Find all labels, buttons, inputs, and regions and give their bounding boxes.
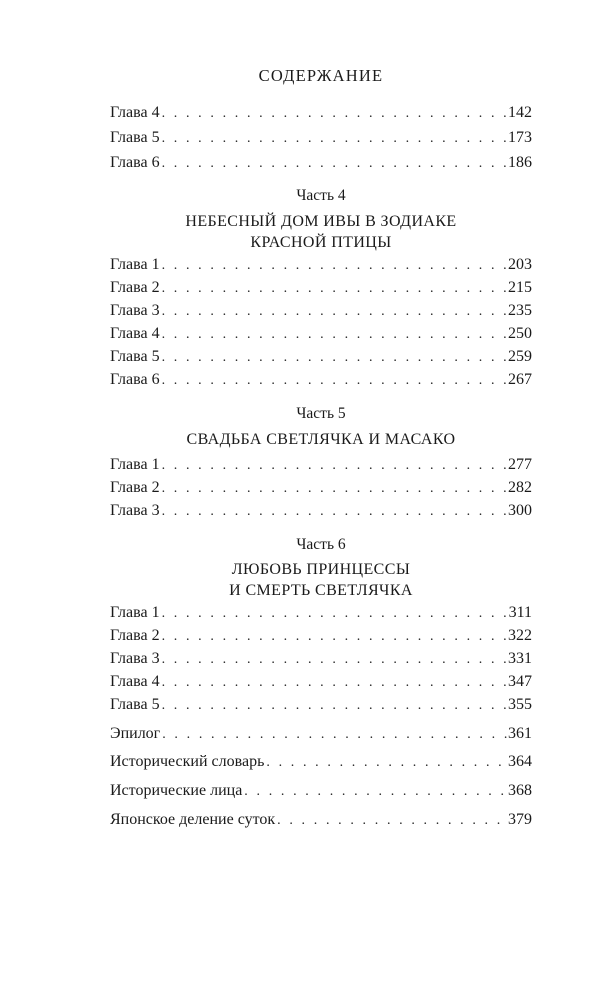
dot-leader <box>162 153 507 175</box>
entry-page: 331 <box>508 650 532 667</box>
entry-label: Исторический словарь <box>110 753 265 770</box>
dot-leader <box>244 781 507 803</box>
dot-leader <box>162 324 507 346</box>
toc-entry <box>110 369 532 391</box>
toc-entry <box>110 454 532 476</box>
dot-leader <box>162 724 507 746</box>
entry-label: Японское деление суток <box>110 811 276 828</box>
toc-entry <box>110 671 532 693</box>
dot-leader <box>162 278 507 300</box>
dot-leader <box>162 501 507 523</box>
entry-label: Глава 3 <box>110 650 160 667</box>
entry-label: Глава 4 <box>110 673 160 690</box>
entry-page: 355 <box>508 696 532 713</box>
entry-page: 186 <box>508 154 532 171</box>
dot-leader <box>162 370 507 392</box>
entry-label: Глава 3 <box>110 502 160 519</box>
entry-label: Глава 2 <box>110 627 160 644</box>
part-title: НЕБЕСНЫЙ ДОМ ИВЫ В ЗОДИАКЕ <box>185 213 457 230</box>
toc-entry <box>110 477 532 499</box>
dot-leader <box>162 478 507 500</box>
entry-label: Глава 4 <box>110 325 160 342</box>
dot-leader <box>162 603 508 625</box>
toc-entry <box>110 127 532 149</box>
toc-entry <box>110 780 532 802</box>
entry-page: 379 <box>508 811 532 828</box>
dot-leader <box>162 128 507 150</box>
dot-leader <box>162 255 507 277</box>
entry-page: 215 <box>508 279 532 296</box>
entry-page: 259 <box>508 348 532 365</box>
toc-entry <box>110 723 532 745</box>
toc-entry <box>110 346 532 368</box>
entry-page: 267 <box>508 371 532 388</box>
entry-label: Глава 2 <box>110 279 160 296</box>
dot-leader <box>162 103 507 125</box>
toc-entry <box>110 500 532 522</box>
part-title: КРАСНОЙ ПТИЦЫ <box>250 234 392 251</box>
entry-label: Глава 5 <box>110 348 160 365</box>
entry-page: 282 <box>508 479 532 496</box>
entry-page: 173 <box>508 129 532 146</box>
entry-label: Эпилог <box>110 725 161 742</box>
entry-label: Глава 3 <box>110 302 160 319</box>
toc-entry <box>110 809 532 831</box>
dot-leader <box>277 810 507 832</box>
entry-page: 322 <box>508 627 532 644</box>
entry-page: 311 <box>508 604 532 621</box>
toc-entry <box>110 102 532 124</box>
dot-leader <box>162 672 507 694</box>
toc-entry <box>110 254 532 276</box>
entry-label: Исторические лица <box>110 782 243 799</box>
entry-page: 347 <box>508 673 532 690</box>
entry-page: 300 <box>508 502 532 519</box>
toc-entry <box>110 300 532 322</box>
dot-leader <box>162 347 507 369</box>
toc-entry <box>110 323 532 345</box>
entry-page: 235 <box>508 302 532 319</box>
entry-label: Глава 2 <box>110 479 160 496</box>
dot-leader <box>162 301 507 323</box>
entry-label: Глава 5 <box>110 696 160 713</box>
entry-label: Глава 1 <box>110 604 160 621</box>
part-label: Часть 4 <box>296 187 346 204</box>
entry-page: 250 <box>508 325 532 342</box>
entry-label: Глава 1 <box>110 456 160 473</box>
entry-page: 368 <box>508 782 532 799</box>
toc-entry <box>110 602 532 624</box>
entry-label: Глава 5 <box>110 129 160 146</box>
page-title: СОДЕРЖАНИЕ <box>258 66 384 85</box>
toc-entry <box>110 751 532 773</box>
part-label: Часть 5 <box>296 405 346 422</box>
entry-label: Глава 6 <box>110 371 160 388</box>
entry-label: Глава 4 <box>110 104 160 121</box>
part-label: Часть 6 <box>296 536 346 553</box>
entry-page: 277 <box>508 456 532 473</box>
entry-label: Глава 1 <box>110 256 160 273</box>
toc-entry <box>110 152 532 174</box>
dot-leader <box>162 649 507 671</box>
dot-leader <box>266 752 507 774</box>
entry-page: 361 <box>508 725 532 742</box>
entry-page: 203 <box>508 256 532 273</box>
dot-leader <box>162 455 507 477</box>
part-title: И СМЕРТЬ СВЕТЛЯЧКА <box>229 582 413 599</box>
dot-leader <box>162 626 507 648</box>
part-title: СВАДЬБА СВЕТЛЯЧКА И МАСАКО <box>186 431 456 448</box>
part-title: ЛЮБОВЬ ПРИНЦЕССЫ <box>231 561 411 578</box>
entry-page: 142 <box>508 104 532 121</box>
toc-entry <box>110 694 532 716</box>
dot-leader <box>162 695 507 717</box>
toc-entry <box>110 277 532 299</box>
entry-page: 364 <box>508 753 532 770</box>
toc-entry <box>110 648 532 670</box>
entry-label: Глава 6 <box>110 154 160 171</box>
toc-entry <box>110 625 532 647</box>
